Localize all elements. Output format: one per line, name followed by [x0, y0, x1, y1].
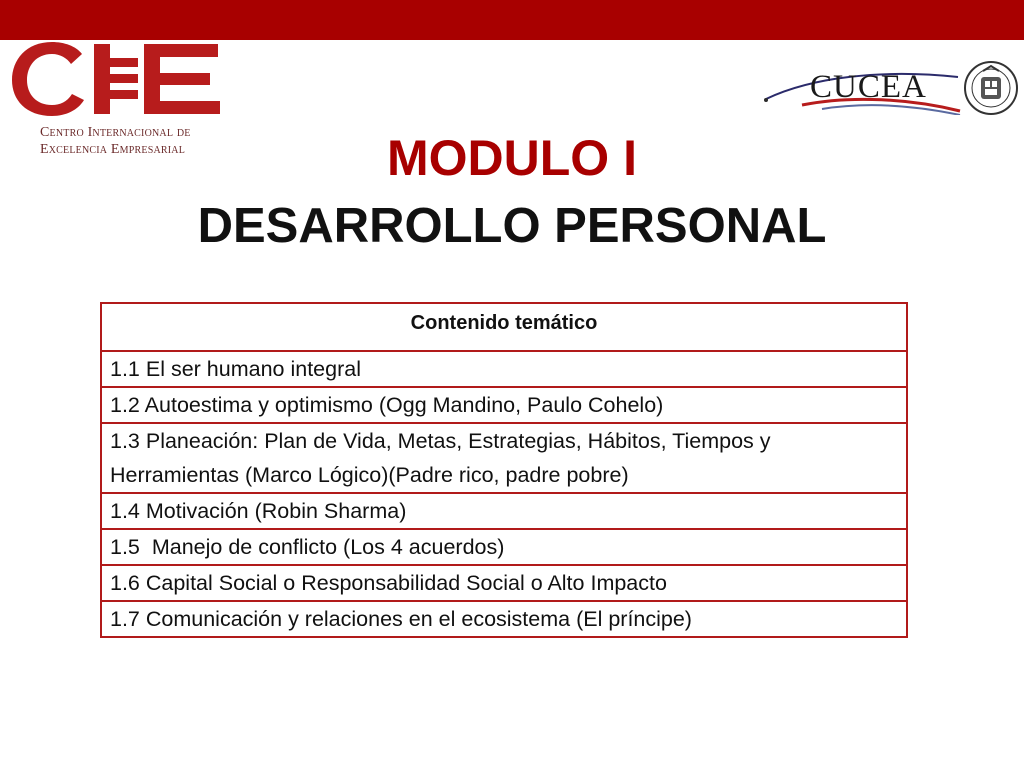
cie-logo-mark — [10, 40, 225, 120]
module-subtitle: DESARROLLO PERSONAL — [197, 199, 827, 253]
table-cell-topic-1-6: 1.6 Capital Social o Responsabilidad Social o Alto Impacto — [101, 565, 907, 601]
table-cell-topic-1-4: 1.4 Motivación (Robin Sharma) — [101, 493, 907, 529]
table-cell-topic-1-7: 1.7 Comunicación y relaciones en el ecosistema (El príncipe) — [101, 601, 907, 637]
table-row — [101, 565, 907, 601]
table-cell-topic-1-5: 1.5 Manejo de conflicto (Los 4 acuerdos) — [101, 529, 907, 565]
university-seal-icon — [962, 59, 1020, 117]
top-banner-bar — [0, 0, 1024, 40]
cie-logo-line-1: Centro Internacional de — [40, 125, 191, 140]
cucea-logo — [762, 55, 1024, 125]
table-row — [101, 387, 907, 423]
table-cell-topic-1-1: 1.1 El ser humano integral — [101, 351, 907, 387]
table-row — [101, 493, 907, 529]
module-title: MODULO I — [387, 130, 637, 186]
table-row — [101, 351, 907, 387]
content-table — [100, 302, 908, 638]
table-cell-topic-1-3: 1.3 Planeación: Plan de Vida, Metas, Estrategias, Hábitos, Tiempos y Herramientas (Marco Lógico)(Padre rico, padre pobre) — [101, 423, 907, 493]
table-header-cell: Contenido temático — [101, 303, 907, 351]
cie-logo-line-2: Excelencia Empresarial — [40, 142, 186, 157]
table-row — [101, 529, 907, 565]
table-row — [101, 423, 907, 493]
cucea-logo-text: CUCEA — [810, 69, 927, 105]
table-header-row — [101, 303, 907, 351]
table-cell-topic-1-2: 1.2 Autoestima y optimismo (Ogg Mandino, Paulo Cohelo) — [101, 387, 907, 423]
table-row — [101, 601, 907, 637]
